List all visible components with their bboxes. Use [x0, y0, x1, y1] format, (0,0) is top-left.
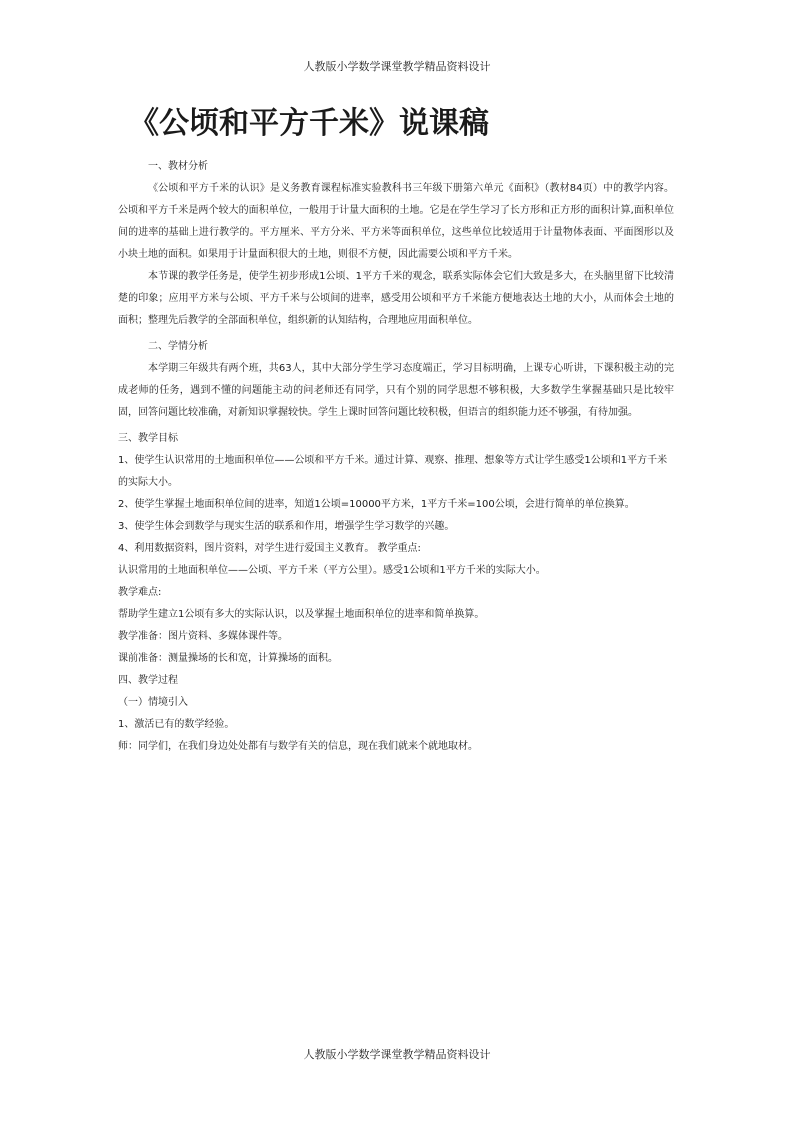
section-heading-goals: 三、教学目标	[118, 433, 178, 444]
goal-3: 3、使学生体会到数学与现实生活的联系和作用，增强学生学习数学的兴趣。	[118, 521, 455, 532]
difficulty-heading: 教学难点:	[118, 587, 162, 598]
section-heading-materials: 一、教材分析	[148, 161, 208, 172]
materials-paragraph-2: 本节课的教学任务是，使学生初步形成1公顷、1平方千米的观念，联系实际体会它们大致是多大，在头脑里留下比较清楚的印象；应用平方米与公顷、平方千米与公顷间的进率，感受用公顷和平方千米能方便地表达土地的大小，从而体会土地的面积；整理先后教学的全部面积单位，组织新的认知结构，合理地应用面积单位。	[118, 271, 674, 326]
teacher-dialogue: 师：同学们，在我们身边处处都有与数学有关的信息，现在我们就来个就地取材。	[118, 741, 478, 752]
teaching-preparation: 教学准备：图片资料、多媒体课件等。	[118, 631, 288, 642]
difficulty-text: 帮助学生建立1公顷有多大的实际认识，以及掌握土地面积单位的进率和简单换算。	[118, 609, 485, 620]
goal-1: 1、使学生认识常用的土地面积单位——公顷和平方千米。通过计算、观察、推理、想象等方式让学生感受1公顷和1平方千米的实际大小。	[118, 455, 668, 488]
students-paragraph: 本学期三年级共有两个班，共63人，其中大部分学生学习态度端正，学习目标明确，上课专心听讲，下课积极主动的完成老师的任务，遇到不懂的问题能主动的问老师还有同学，只有个别的同学思想不够积极，大多数学生掌握基础只是比较牢固，回答问题比较准确，对新知识掌握较快。学生上课时回答问题比较积极，但语言的组织能力还不够强，有待加强。	[118, 363, 674, 418]
goal-4: 4、利用数据资料，图片资料，对学生进行爱国主义教育。 教学重点:	[118, 543, 421, 554]
materials-paragraph-1: 《公顷和平方千米的认识》是义务教育课程标准实验教科书三年级下册第六单元《面积》（教材84页）中的教学内容。公顷和平方千米是两个较大的面积单位，一般用于计量大面积的土地。它是在学生学习了长方形和正方形的面积计算,面积单位间的进率的基础上进行教学的。平方厘米、平方分米、平方米等面积单位，这些单位比较适用于计量物体表面、平面图形以及小块土地的面积。如果用于计量面积很大的土地，则很不方便，因此需要公顷和平方千米。	[118, 183, 674, 260]
key-point-text: 认识常用的土地面积单位——公顷、平方千米（平方公里）。感受1公顷和1平方千米的实际大小。	[118, 565, 546, 576]
process-item-1: 1、激活已有的数学经验。	[118, 719, 235, 730]
section-heading-students: 二、学情分析	[148, 341, 208, 352]
document-body	[118, 156, 674, 758]
document-title: 《公顷和平方千米》说课稿	[129, 106, 489, 141]
page-footer: 人教版小学数学课堂教学精品资料设计	[303, 1048, 491, 1061]
process-subheading-intro: （一）情境引入	[118, 697, 188, 708]
page-header: 人教版小学数学课堂教学精品资料设计	[303, 60, 491, 73]
pre-class-preparation: 课前准备：测量操场的长和宽，计算操场的面积。	[118, 653, 338, 664]
goal-2: 2、使学生掌握土地面积单位间的进率，知道1公顷=10000平方米，1平方千米=100公顷，会进行简单的单位换算。	[118, 499, 635, 510]
section-heading-process: 四、教学过程	[118, 675, 178, 686]
